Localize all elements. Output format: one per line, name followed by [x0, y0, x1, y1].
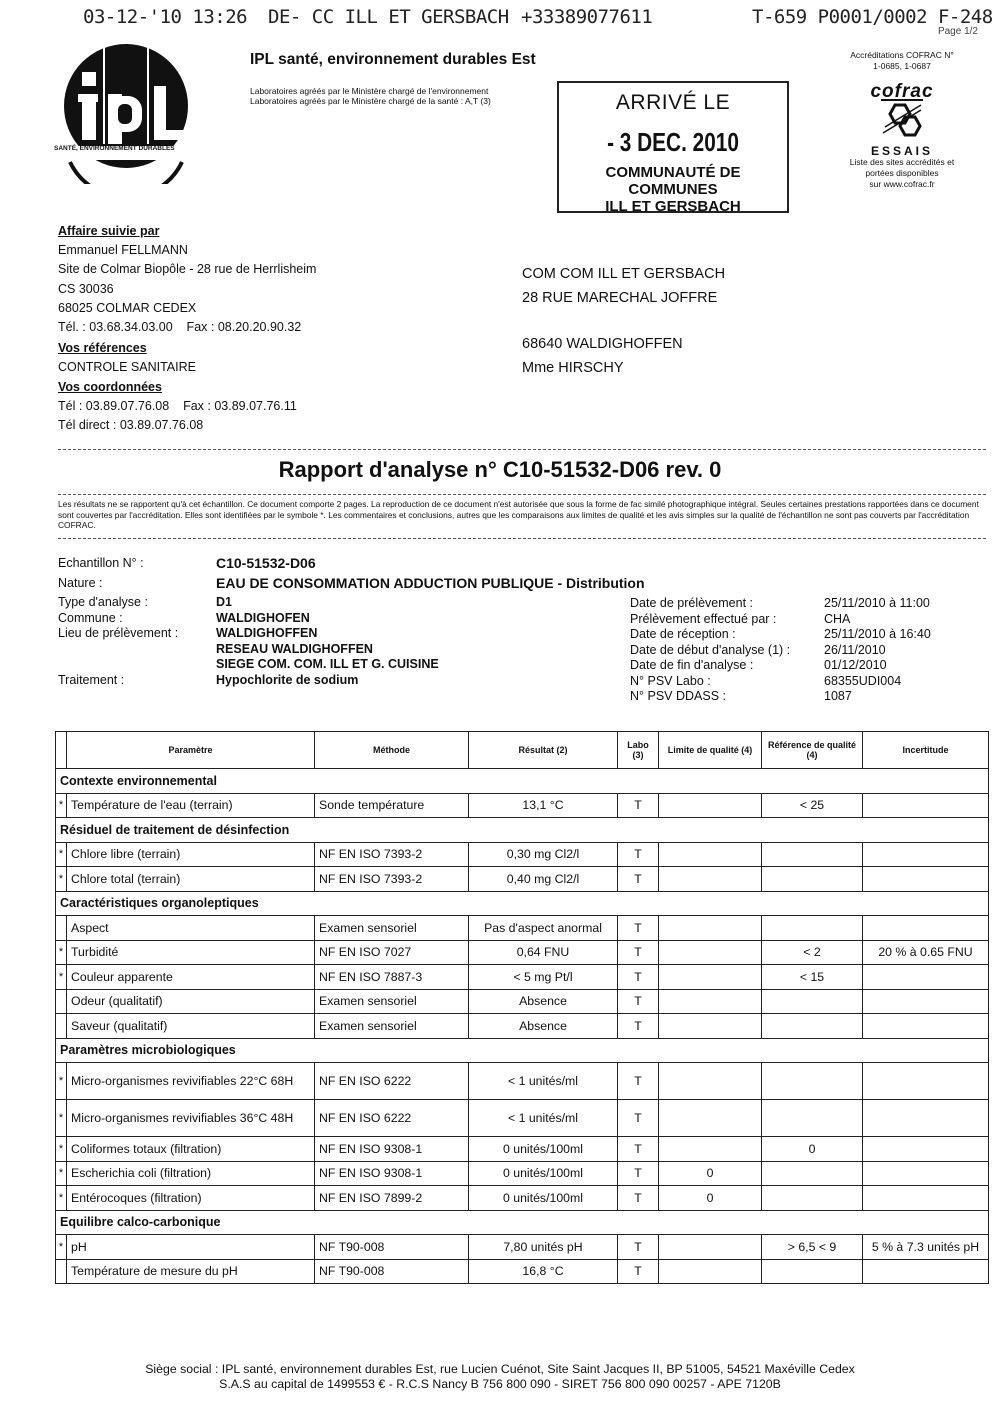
quality-limit-cell — [659, 1137, 762, 1162]
accreditation-flag: * — [56, 940, 67, 965]
accreditation-flag: * — [56, 867, 67, 892]
method-cell: NF EN ISO 7393-2 — [315, 842, 469, 867]
table-section-row — [56, 769, 989, 794]
cofrac-hexagon-icon — [877, 97, 927, 141]
parameter-cell: pH — [67, 1235, 315, 1260]
parameter-cell: Turbidité — [67, 940, 315, 965]
sample-left-row — [58, 595, 645, 611]
uncertainty-cell: 5 % à 7.3 unités pH — [863, 1235, 989, 1260]
cofrac-accreditation-label: Accréditations COFRAC N° — [850, 50, 954, 60]
labo-cell: T — [618, 1235, 659, 1260]
section-title: Contexte environnemental — [56, 769, 989, 794]
quality-reference-cell — [762, 1063, 863, 1100]
contact-city: 68025 COLMAR CEDEX — [58, 300, 197, 315]
parameter-cell: Micro-organismes revivifiables 22°C 68H — [67, 1063, 315, 1100]
uncertainty-cell — [863, 867, 989, 892]
sample-right-value: 26/11/2010 — [824, 642, 886, 657]
method-cell: Examen sensoriel — [315, 916, 469, 941]
sample-left-row — [58, 576, 645, 592]
recipient-line-4: Mme HIRSCHY — [522, 359, 624, 376]
table-row — [56, 1100, 989, 1137]
sample-left-value: WALDIGHOFEN — [216, 610, 310, 625]
sample-right-row — [630, 674, 931, 690]
quality-reference-cell — [762, 1014, 863, 1039]
result-cell: < 1 unités/ml — [469, 1100, 618, 1137]
quality-reference-cell: < 25 — [762, 793, 863, 818]
accreditation-flag: * — [56, 1100, 67, 1137]
stamp-arrived-label: ARRIVÉ LE — [615, 91, 731, 114]
quality-limit-cell — [659, 1063, 762, 1100]
sample-left-value: C10-51532-D06 — [216, 555, 316, 571]
client-tel-fax: Tél : 03.89.07.76.08 Fax : 03.89.07.76.11 — [58, 398, 297, 413]
sample-right-label: Date de début d'analyse (1) : — [630, 642, 791, 657]
accreditation-flag: * — [56, 1161, 67, 1186]
method-cell: NF EN ISO 7027 — [315, 940, 469, 965]
parameter-cell: Coliformes totaux (filtration) — [67, 1137, 315, 1162]
accreditation-flag: * — [56, 1235, 67, 1260]
client-direct-tel: Tél direct : 03.89.07.76.08 — [58, 418, 204, 433]
method-cell: NF EN ISO 7393-2 — [315, 867, 469, 892]
sample-info-left — [58, 556, 645, 688]
lab-approval-env: Laboratoires agréés par le Ministère chargé de l'environnement — [250, 86, 489, 96]
results-table — [55, 731, 989, 1284]
fax-datetime: 03-12-'10 13:26 — [83, 6, 248, 28]
recipient-address — [522, 263, 725, 380]
quality-reference-cell — [762, 842, 863, 867]
result-cell: 0,40 mg Cl2/l — [469, 867, 618, 892]
coordinates-heading: Vos coordonnées — [58, 379, 162, 394]
sample-left-label — [58, 657, 216, 673]
sample-left-row — [58, 611, 645, 627]
method-cell: Examen sensoriel — [315, 989, 469, 1014]
parameter-cell: Couleur apparente — [67, 965, 315, 990]
uncertainty-cell — [863, 1014, 989, 1039]
contact-name: Emmanuel FELLMANN — [58, 243, 188, 258]
table-row — [56, 867, 989, 892]
table-row — [56, 940, 989, 965]
parameter-cell: Température de l'eau (terrain) — [67, 793, 315, 818]
footer-headquarters: Siège social : IPL santé, environnement durables Est, rue Lucien Cuénot, Site Saint Jacques II, BP 51005, 54521 Maxéville Cedex — [145, 1362, 855, 1376]
accreditation-flag — [56, 916, 67, 941]
labo-cell: T — [618, 989, 659, 1014]
method-cell: NF EN ISO 9308-1 — [315, 1137, 469, 1162]
divider — [58, 538, 986, 539]
labo-cell: T — [618, 842, 659, 867]
sample-left-value: EAU DE CONSOMMATION ADDUCTION PUBLIQUE - Distribution — [216, 574, 645, 591]
labo-cell: T — [618, 1100, 659, 1137]
sample-left-value: RESEAU WALDIGHOFFEN — [216, 641, 373, 656]
cofrac-brand: cofrac — [870, 81, 934, 102]
sample-left-label: Echantillon N° : — [58, 556, 144, 570]
sample-left-label: Type d'analyse : — [58, 595, 148, 609]
quality-limit-cell — [659, 867, 762, 892]
sample-left-value: SIEGE COM. COM. ILL ET G. CUISINE — [216, 657, 439, 671]
lab-approval-health: Laboratoires agréés par le Ministère chargé de la santé : A,T (3) — [250, 96, 491, 106]
accreditation-flag: * — [56, 965, 67, 990]
quality-limit-cell — [659, 842, 762, 867]
fax-phone: +33389077611 — [521, 6, 653, 28]
ipl-logo — [56, 44, 196, 184]
stamp-org-2: ILL ET GERSBACH — [605, 198, 741, 215]
result-cell: Pas d'aspect anormal — [469, 916, 618, 941]
accreditation-flag — [56, 1014, 67, 1039]
quality-limit-cell: 0 — [659, 1161, 762, 1186]
result-cell: 13,1 °C — [469, 793, 618, 818]
header-result: Résultat (2) — [469, 732, 618, 769]
table-section-row — [56, 1038, 989, 1063]
sample-left-row — [58, 657, 645, 673]
quality-limit-cell — [659, 793, 762, 818]
sample-right-row — [630, 643, 931, 659]
sample-left-row — [58, 642, 645, 658]
quality-limit-cell — [659, 965, 762, 990]
method-cell: NF EN ISO 6222 — [315, 1100, 469, 1137]
references-value: CONTROLE SANITAIRE — [58, 360, 196, 375]
table-section-row — [56, 1210, 989, 1235]
sample-right-label: N° PSV Labo : — [630, 673, 711, 688]
method-cell: NF EN ISO 6222 — [315, 1063, 469, 1100]
uncertainty-cell — [863, 793, 989, 818]
parameter-cell: Aspect — [67, 916, 315, 941]
parameter-cell: Odeur (qualitatif) — [67, 989, 315, 1014]
recipient-line-3: 68640 WALDIGHOFFEN — [522, 336, 683, 352]
sample-left-label: Commune : — [58, 610, 123, 625]
accreditation-flag — [56, 1259, 67, 1284]
parameter-cell: Chlore total (terrain) — [67, 867, 315, 892]
uncertainty-cell — [863, 1186, 989, 1211]
uncertainty-cell — [863, 1259, 989, 1284]
uncertainty-cell — [863, 916, 989, 941]
uncertainty-cell — [863, 989, 989, 1014]
quality-reference-cell — [762, 1259, 863, 1284]
quality-limit-cell — [659, 1259, 762, 1284]
quality-limit-cell — [659, 1100, 762, 1137]
parameter-cell: Température de mesure du pH — [67, 1259, 315, 1284]
quality-reference-cell — [762, 1161, 863, 1186]
quality-reference-cell — [762, 1100, 863, 1137]
result-cell: Absence — [469, 1014, 618, 1039]
labo-cell: T — [618, 1137, 659, 1162]
page-number: Page 1/2 — [937, 26, 978, 37]
quality-limit-cell — [659, 916, 762, 941]
sample-left-row — [58, 673, 645, 689]
sample-right-label: N° PSV DDASS : — [630, 689, 726, 703]
method-cell: NF T90-008 — [315, 1259, 469, 1284]
footer-legal: S.A.S au capital de 1499553 € - R.C.S Nancy B 756 800 090 - SIRET 756 800 090 00257 - APE 7120B — [219, 1377, 781, 1391]
arrival-stamp — [557, 81, 789, 213]
uncertainty-cell — [863, 965, 989, 990]
cofrac-note-3: sur www.cofrac.fr — [869, 179, 935, 189]
result-cell: 0 unités/100ml — [469, 1186, 618, 1211]
table-row — [56, 842, 989, 867]
labo-cell: T — [618, 867, 659, 892]
sample-left-row — [58, 626, 645, 642]
sample-left-label: Nature : — [58, 575, 103, 590]
uncertainty-cell — [863, 842, 989, 867]
sample-right-label: Date de fin d'analyse : — [630, 658, 754, 672]
sample-right-row — [630, 658, 931, 674]
header-quality-limit: Limite de qualité (4) — [659, 732, 762, 769]
result-cell: Absence — [469, 989, 618, 1014]
followed-by-heading: Affaire suivie par — [58, 224, 160, 238]
ipl-logo-icon — [56, 44, 196, 184]
quality-limit-cell — [659, 989, 762, 1014]
report-title: Rapport d'analyse n° C10-51532-D06 rev. 0 — [278, 457, 722, 482]
accreditation-flag: * — [56, 793, 67, 818]
result-cell: < 1 unités/ml — [469, 1063, 618, 1100]
lab-approvals — [250, 86, 491, 106]
sample-left-value: D1 — [216, 595, 232, 609]
labo-cell: T — [618, 965, 659, 990]
quality-reference-cell — [762, 867, 863, 892]
labo-cell: T — [618, 1063, 659, 1100]
labo-cell: T — [618, 1259, 659, 1284]
sample-right-value: 01/12/2010 — [824, 658, 887, 672]
sample-right-label: Date de réception : — [630, 627, 736, 641]
labo-cell: T — [618, 940, 659, 965]
section-title: Caractéristiques organoleptiques — [56, 891, 989, 916]
accreditation-flag: * — [56, 842, 67, 867]
parameter-cell: Micro-organismes revivifiables 36°C 48H — [67, 1100, 315, 1137]
header-quality-reference: Référence de qualité (4) — [762, 732, 863, 769]
parameter-cell: Saveur (qualitatif) — [67, 1014, 315, 1039]
header-parameter: Paramètre — [67, 732, 315, 769]
table-row — [56, 1235, 989, 1260]
uncertainty-cell — [863, 1100, 989, 1137]
uncertainty-cell — [863, 1161, 989, 1186]
quality-limit-cell: 0 — [659, 1186, 762, 1211]
contact-cs: CS 30036 — [58, 281, 114, 296]
result-cell: 16,8 °C — [469, 1259, 618, 1284]
labo-cell: T — [618, 1014, 659, 1039]
table-row — [56, 1063, 989, 1100]
sample-right-value: 25/11/2010 à 16:40 — [824, 627, 931, 641]
sample-left-value: WALDIGHOFFEN — [216, 626, 318, 640]
table-row — [56, 1137, 989, 1162]
sample-info-right — [630, 596, 931, 705]
sample-right-row — [630, 627, 931, 643]
parameter-cell: Escherichia coli (filtration) — [67, 1161, 315, 1186]
sample-right-row — [630, 596, 931, 612]
sample-right-value: 25/11/2010 à 11:00 — [824, 596, 930, 610]
footer — [0, 1362, 1000, 1392]
labo-cell: T — [618, 916, 659, 941]
section-title: Paramètres microbiologiques — [56, 1038, 989, 1063]
lab-name: IPL santé, environnement durables Est — [250, 51, 536, 68]
header-labo: Labo (3) — [618, 732, 659, 769]
accreditation-flag: * — [56, 1137, 67, 1162]
contact-tel-fax: Tél. : 03.68.34.03.00 Fax : 08.20.20.90.32 — [58, 320, 302, 335]
parameter-cell: Entérocoques (filtration) — [67, 1186, 315, 1211]
header-flag — [56, 732, 67, 769]
table-section-row — [56, 818, 989, 843]
labo-cell: T — [618, 1186, 659, 1211]
method-cell: Examen sensoriel — [315, 1014, 469, 1039]
table-row — [56, 1259, 989, 1284]
quality-reference-cell — [762, 1186, 863, 1211]
sample-left-label: Traitement : — [58, 672, 125, 687]
method-cell: NF T90-008 — [315, 1235, 469, 1260]
fax-sender: DE- CC ILL ET GERSBACH — [268, 6, 509, 28]
logo-tagline: SANTÉ, ENVIRONNEMENT DURABLES — [54, 145, 175, 152]
cofrac-note-1: Liste des sites accrédités et — [849, 157, 955, 167]
section-title: Résiduel de traitement de désinfection — [56, 818, 989, 843]
sample-right-label: Prélèvement effectué par : — [630, 611, 777, 626]
header-uncertainty: Incertitude — [863, 732, 989, 769]
accreditation-flag — [56, 989, 67, 1014]
method-cell: NF EN ISO 7887-3 — [315, 965, 469, 990]
parameter-cell: Chlore libre (terrain) — [67, 842, 315, 867]
table-row — [56, 793, 989, 818]
cofrac-accreditation-numbers: 1-0685, 1-0687 — [873, 61, 931, 71]
table-section-row — [56, 891, 989, 916]
table-row — [56, 965, 989, 990]
sample-left-label — [58, 642, 216, 658]
table-row — [56, 1161, 989, 1186]
contact-info — [58, 222, 316, 435]
recipient-line-1: COM COM ILL ET GERSBACH — [522, 266, 726, 282]
sample-right-value: 68355UDI004 — [824, 673, 902, 688]
result-cell: 0 unités/100ml — [469, 1137, 618, 1162]
fax-ref: T-659 P0001/0002 F-248 — [752, 6, 993, 28]
result-cell: 7,80 unités pH — [469, 1235, 618, 1260]
quality-reference-cell — [762, 989, 863, 1014]
cofrac-essais: ESSAIS — [870, 144, 933, 158]
table-row — [56, 989, 989, 1014]
contact-site: Site de Colmar Biopôle - 28 rue de Herrlisheim — [58, 262, 317, 277]
table-row — [56, 1014, 989, 1039]
references-heading: Vos références — [58, 341, 147, 356]
quality-limit-cell — [659, 1235, 762, 1260]
section-title: Equilibre calco-carbonique — [56, 1210, 989, 1235]
result-cell: < 5 mg Pt/l — [469, 965, 618, 990]
accreditation-flag: * — [56, 1186, 67, 1211]
quality-limit-cell — [659, 1014, 762, 1039]
table-header-row — [56, 732, 989, 769]
labo-cell: T — [618, 1161, 659, 1186]
quality-reference-cell: < 2 — [762, 940, 863, 965]
quality-reference-cell: < 15 — [762, 965, 863, 990]
result-cell: 0,64 FNU — [469, 940, 618, 965]
quality-reference-cell: 0 — [762, 1137, 863, 1162]
table-row — [56, 1186, 989, 1211]
stamp-date: - 3 DEC. 2010 — [607, 127, 739, 157]
sample-right-row — [630, 612, 931, 628]
header-method: Méthode — [315, 732, 469, 769]
sample-left-row — [58, 556, 645, 572]
recipient-line-2: 28 RUE MARECHAL JOFFRE — [522, 289, 718, 306]
result-cell: 0,30 mg Cl2/l — [469, 842, 618, 867]
cofrac-block — [812, 50, 992, 190]
divider — [58, 449, 986, 450]
sample-right-label: Date de prélèvement : — [630, 596, 753, 610]
quality-reference-cell — [762, 916, 863, 941]
sample-right-value: 1087 — [824, 689, 852, 703]
sample-right-row — [630, 689, 931, 705]
labo-cell: T — [618, 793, 659, 818]
divider — [58, 494, 986, 495]
quality-reference-cell: > 6,5 < 9 — [762, 1235, 863, 1260]
report-disclaimer: Les résultats ne se rapportent qu'à cet échantillon. Ce document comporte 2 pages. La reproduction de ce document n'est autorisée que sous la forme de fac similé photographique intégral. Seules certaines prestations rapportées dans ce document sont couvertes par l'accréditation. Elles sont identifiées par le symbole *. Les commentaires et conclusions, autres que les comparaisons aux limites de qualité et les avis simples sur la qualité de l'échantillon ne sont pas couverts par l'accréditation COFRAC. — [58, 499, 979, 530]
method-cell: Sonde température — [315, 793, 469, 818]
method-cell: NF EN ISO 7899-2 — [315, 1186, 469, 1211]
uncertainty-cell: 20 % à 0.65 FNU — [863, 940, 989, 965]
uncertainty-cell — [863, 1137, 989, 1162]
table-row — [56, 916, 989, 941]
uncertainty-cell — [863, 1063, 989, 1100]
sample-left-label: Lieu de prélèvement : — [58, 626, 179, 640]
sample-left-value: Hypochlorite de sodium — [216, 672, 359, 687]
accreditation-flag: * — [56, 1063, 67, 1100]
result-cell: 0 unités/100ml — [469, 1161, 618, 1186]
method-cell: NF EN ISO 9308-1 — [315, 1161, 469, 1186]
sample-right-value: CHA — [824, 611, 851, 626]
quality-limit-cell — [659, 940, 762, 965]
stamp-org-1: COMMUNAUTÉ DE COMMUNES — [605, 164, 741, 198]
cofrac-note-2: portées disponibles — [865, 168, 939, 178]
